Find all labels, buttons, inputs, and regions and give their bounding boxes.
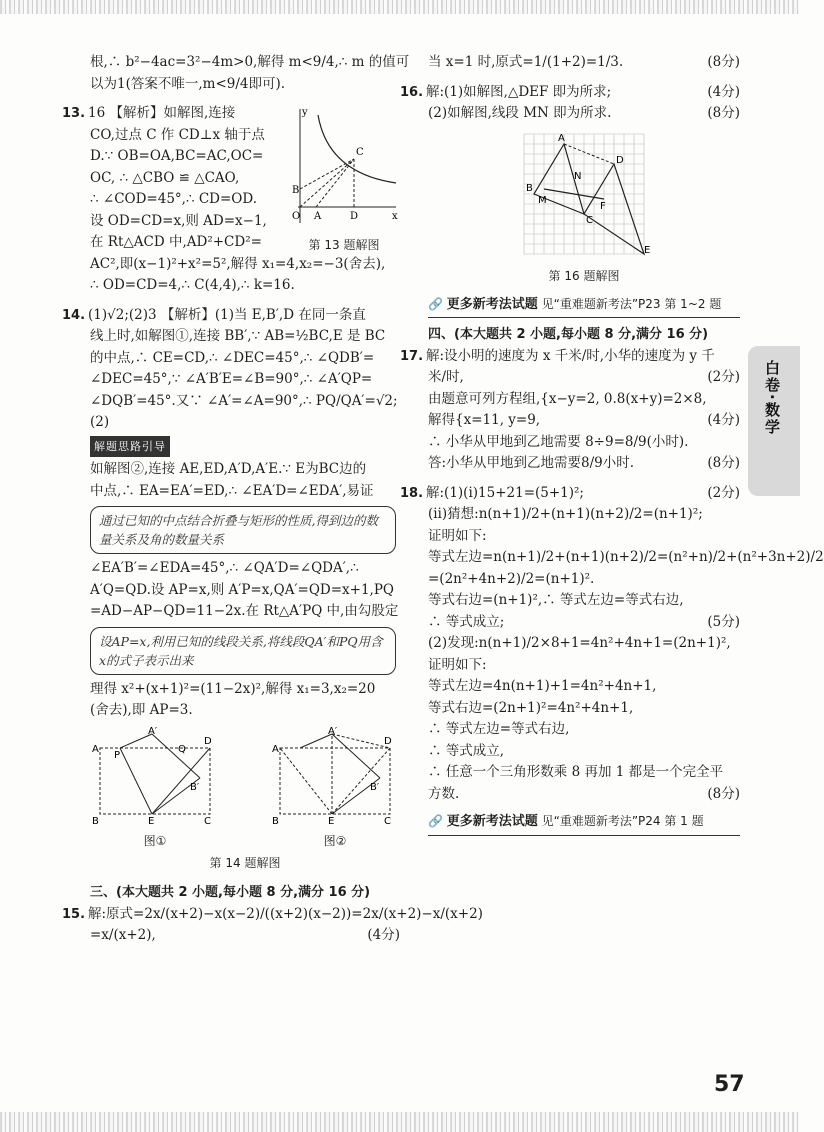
text-line: 的中点,∴ CE=CD,∴ ∠DEC=45°,∴ ∠QDB′= — [90, 349, 375, 366]
text-line: ∴ ∠COD=45°,∴ CD=OD. — [90, 191, 257, 207]
text-line — [62, 904, 483, 926]
svg-text:B: B — [272, 815, 279, 827]
text-line — [90, 925, 400, 947]
question-number: 18. — [400, 485, 424, 501]
text-line: CO,过点 C 作 CD⊥x 轴于点 — [90, 126, 265, 143]
page-number: 57 — [714, 1072, 745, 1097]
figure-13 — [288, 103, 400, 252]
svg-text:B′: B′ — [190, 781, 200, 793]
text-line — [428, 784, 740, 806]
text-line — [428, 453, 740, 475]
question-17 — [400, 346, 740, 475]
text-span: 16 【解析】如解图,连接 — [88, 105, 236, 121]
text-line: OC, ∴ △CBO ≌ △CAO, — [90, 169, 240, 186]
text-line — [428, 410, 740, 432]
svg-text:A: A — [314, 211, 322, 222]
figure-14 — [90, 725, 400, 853]
text-line: ∠DQB′=45°.又∵ ∠A′=∠A=90°,∴ PQ/QA′=√2; — [90, 392, 398, 409]
svg-text:E: E — [644, 244, 651, 256]
section-heading: 四、(本大题共 2 小题,每小题 8 分,满分 16 分) — [428, 327, 709, 342]
svg-text:x: x — [392, 211, 398, 222]
text-line: ∴ 小华从甲地到乙地需要 8÷9=8/9(小时). — [428, 433, 689, 450]
text-span: 答:小华从甲地到乙地需要8/9小时. — [428, 455, 635, 471]
text-line: 等式右边=(2n+1)²=4n²+4n+1, — [428, 699, 634, 716]
more-title: 更多新考法试题 — [446, 814, 538, 829]
text-span: 解得{x=11, y=9, — [428, 412, 541, 428]
more-text: 见“重难题新考法”P23 第 1~2 题 — [541, 296, 722, 311]
text-line: 等式左边=4n(n+1)+1=4n²+4n+1, — [428, 678, 657, 694]
more-title: 更多新考法试题 — [446, 296, 538, 312]
score: (8分) — [707, 105, 740, 121]
score: (8分) — [707, 455, 740, 471]
svg-text:D: D — [350, 211, 359, 222]
svg-text:N: N — [574, 170, 582, 182]
text-line: 以为1(答案不唯一,m<9/4即可). — [90, 75, 286, 92]
text-line: (ⅱ)猜想:n(n+1)/2+(n+1)(n+2)/2=(n+1)²; — [428, 506, 703, 522]
text-line: (舍去),即 AP=3. — [90, 702, 193, 718]
text-line: 在 Rt△ACD 中,AD²+CD²= — [90, 234, 262, 250]
text-line: ∴ 等式左边=等式右边, — [428, 721, 570, 737]
svg-text:M: M — [538, 194, 547, 206]
svg-text:y: y — [302, 107, 308, 118]
text-line: (2) — [90, 414, 110, 430]
question-16 — [400, 82, 740, 288]
text-line: 等式左边=n(n+1)/2+(n+1)(n+2)/2=(n²+n)/2+(n²+3n+2)/2 — [428, 549, 824, 565]
svg-text:A′: A′ — [148, 725, 158, 737]
text-line: D.∵ OB=OA,BC=AC,OC= — [90, 148, 264, 164]
more-text: 见“重难题新考法”P24 第 1 题 — [541, 814, 704, 828]
text-line: ∴ OD=CD=4,∴ C(4,4),∴ k=16. — [90, 277, 295, 293]
text-line — [400, 82, 740, 104]
figure-14-2-drawing — [270, 725, 400, 827]
text-span: 解:(1)(ⅰ)15+21=(5+1)²; — [426, 484, 584, 501]
question-number: 15. — [62, 906, 86, 922]
svg-text:C: C — [586, 214, 593, 226]
scan-top-edge — [0, 0, 800, 14]
text-line: (2)发现:n(n+1)/2×8+1=4n²+4n+1=(2n+1)², — [428, 635, 731, 651]
question-14 — [62, 305, 400, 875]
text-line — [428, 103, 740, 125]
hint-note: 通过已知的中点结合折叠与矩形的性质,得到边的数量关系及角的数量关系 — [90, 506, 396, 554]
text-span: 当 x=1 时,原式=1/(1+2)=1/3. — [428, 54, 624, 70]
score: (4分) — [707, 412, 740, 428]
svg-text:B′: B′ — [370, 781, 380, 793]
score: (4分) — [707, 83, 740, 100]
svg-text:E: E — [148, 815, 155, 827]
more-questions-link[interactable]: 🔗 更多新考法试题 见“重难题新考法”P23 第 1~2 题 — [428, 294, 740, 319]
svg-text:E: E — [328, 815, 335, 827]
text-line: AC²,即(x−1)²+x²=5²,解得 x₁=4,x₂=−3(舍去), — [90, 255, 386, 272]
text-line: 由题意可列方程组,{x−y=2, 0.8(x+y)=2×8, — [428, 390, 707, 407]
text-line: 证明如下: — [428, 656, 487, 673]
figure-14-caption: 第 14 题解图 — [209, 855, 281, 870]
svg-text:A: A — [272, 743, 279, 755]
svg-text:C: C — [356, 147, 364, 158]
text-span: (2)如解图,线段 MN 即为所求. — [428, 105, 612, 121]
svg-text:C: C — [204, 815, 211, 827]
text-line — [428, 367, 740, 389]
text-line: ∴ 任意一个三角形数乘 8 再加 1 都是一个完全平 — [428, 764, 724, 780]
question-number: 16. — [400, 84, 424, 100]
svg-text:D: D — [384, 735, 392, 747]
text-line: 设 OD=CD=x,则 AD=x−1, — [90, 212, 267, 229]
svg-text:D: D — [616, 154, 624, 166]
text-span: 解:设小明的速度为 x 千米/时,小华的速度为 y 千 — [426, 347, 715, 364]
text-line: 根,∴ b²−4ac=3²−4m>0,解得 m<9/4,∴ m 的值可 — [90, 54, 410, 70]
scan-bottom-edge — [0, 1112, 800, 1132]
figure-14-2-label: 图② — [323, 834, 347, 848]
figure-14-1-drawing — [90, 725, 220, 827]
text-line: ∠DEC=45°,∵ ∠A′B′E=∠B=90°,∴ ∠A′QP= — [90, 371, 373, 387]
text-line: 线上时,如解图①,连接 BB′,∵ AB=½BC,E 是 BC — [90, 328, 386, 344]
figure-13-graph — [288, 103, 400, 227]
text-line: 中点,∴ EA=EA′=ED,∴ ∠EA′D=∠EDA′,易证 — [90, 482, 374, 499]
question-13 — [62, 103, 400, 297]
text-line: 证明如下: — [428, 527, 487, 544]
figure-14-2 — [270, 725, 400, 853]
text-line: ∠EA′B′=∠EDA=45°,∴ ∠QA′D=∠QDA′,∴ — [90, 560, 359, 576]
question-number: 17. — [400, 348, 424, 364]
figure-16-grid — [514, 129, 654, 259]
text-line — [428, 612, 740, 634]
svg-text:A: A — [558, 132, 565, 144]
figure-14-1 — [90, 725, 220, 853]
text-line: A′Q=QD.设 AP=x,则 A′P=x,QA′=QD=x+1,PQ — [90, 581, 394, 598]
svg-text:F: F — [600, 200, 606, 212]
score: (8分) — [707, 785, 740, 802]
figure-16-caption: 第 16 题解图 — [548, 269, 620, 283]
more-questions-link[interactable]: 🔗 更多新考法试题 见“重难题新考法”P24 第 1 题 — [428, 811, 740, 836]
section-heading: 三、(本大题共 2 小题,每小题 8 分,满分 16 分) — [90, 885, 371, 900]
text-span: 解:原式=2x/(x+2)−x(x−2)/((x+2)(x−2))=2x/(x+2)−x/(x+2) — [88, 905, 483, 922]
score: (8分) — [707, 54, 740, 70]
text-span: ∴ 等式成立; — [428, 613, 505, 630]
svg-text:Q: Q — [178, 743, 186, 755]
text-span: =x/(x+2), — [90, 927, 156, 943]
svg-text:D: D — [204, 735, 212, 747]
question-number: 14. — [62, 307, 86, 323]
hint-note: 设AP=x,利用已知的线段关系,将线段QA′和PQ用含x的式子表示出来 — [90, 627, 396, 675]
svg-text:B: B — [292, 185, 300, 196]
score: (2分) — [707, 369, 740, 385]
hint-badge: 解题思路引导 — [90, 436, 170, 458]
text-line: 如解图②,连接 AE,ED,A′D,A′E.∵ E为BC边的 — [90, 461, 367, 477]
text-line — [62, 305, 400, 327]
text-span: 解:(1)如解图,△DEF 即为所求; — [426, 83, 612, 100]
text-line: 理得 x²+(x+1)²=(11−2x)²,解得 x₁=3,x₂=20 — [90, 680, 376, 697]
text-span: 方数. — [428, 785, 460, 802]
figure-13-caption: 第 13 题解图 — [308, 237, 380, 252]
svg-text:C: C — [384, 815, 391, 827]
question-18 — [400, 483, 824, 806]
text-line — [428, 52, 740, 74]
svg-text:B: B — [92, 815, 99, 827]
svg-text:B: B — [526, 182, 533, 194]
text-span: (1)√2;(2)3 【解析】(1)当 E,B′,D 在同一条直 — [88, 306, 366, 323]
text-line: =(2n²+4n+2)/2=(n+1)². — [428, 570, 595, 587]
text-line — [400, 346, 740, 368]
question-number: 13. — [62, 106, 86, 121]
side-tab — [748, 346, 800, 496]
text-line: ∴ 等式成立, — [428, 742, 505, 759]
score: (4分) — [367, 927, 400, 943]
score: (5分) — [707, 613, 740, 630]
text-line: 等式右边=(n+1)²,∴ 等式左边=等式右边, — [428, 592, 684, 608]
text-line — [400, 483, 740, 505]
svg-text:P: P — [114, 749, 121, 761]
figure-16 — [428, 129, 740, 288]
text-line: =AD−AP−QD=11−2x.在 Rt△A′PQ 中,由勾股定 — [90, 603, 399, 619]
text-span: 米/时, — [428, 369, 464, 385]
svg-text:A′: A′ — [328, 725, 338, 737]
figure-14-1-label: 图① — [143, 834, 167, 848]
svg-text:O: O — [292, 211, 301, 222]
score: (2分) — [707, 484, 740, 501]
side-tab-label: 白卷·数学 — [763, 360, 781, 436]
svg-text:A: A — [92, 743, 99, 755]
question-15 — [62, 904, 483, 947]
